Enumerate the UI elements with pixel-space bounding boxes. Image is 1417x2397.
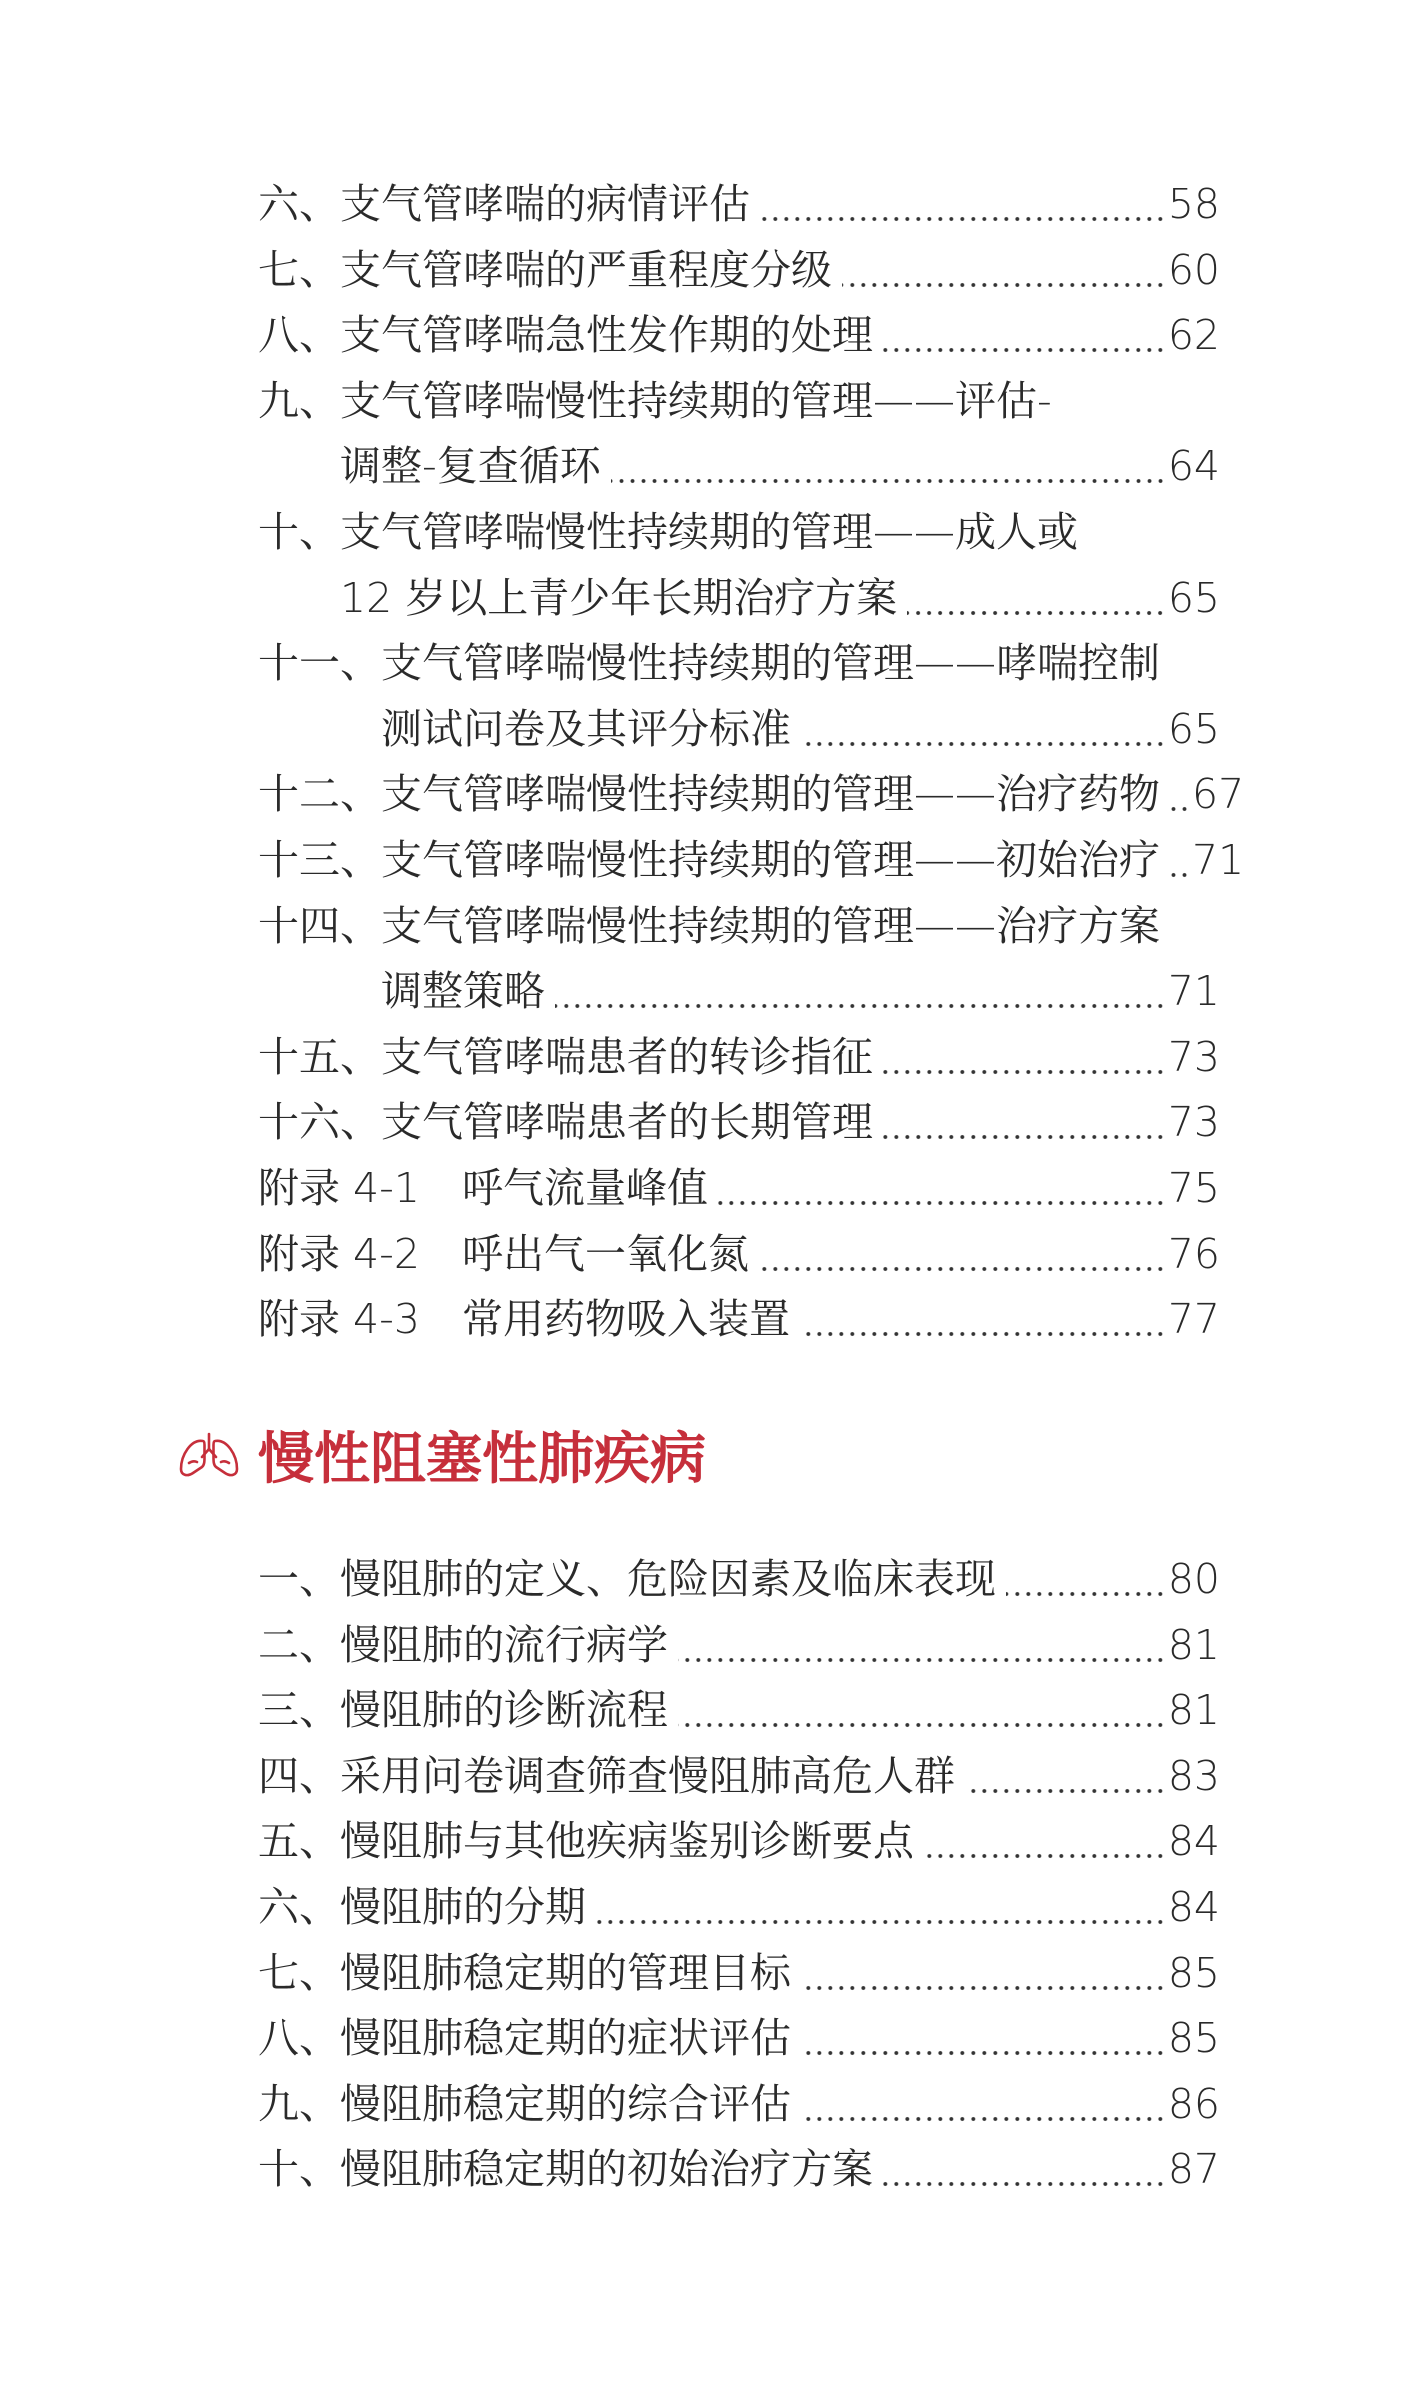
toc-entry-label: 七、支气管哮喘的严重程度分级: [258, 245, 832, 294]
toc-entry[interactable]: [258, 434, 1220, 500]
page-number: 65: [1167, 573, 1220, 622]
toc-entry-label: 五、慢阻肺与其他疾病鉴别诊断要点: [258, 1817, 914, 1866]
toc-entry-label: 九、慢阻肺稳定期的综合评估: [258, 2079, 791, 2128]
toc-entry-label: 调整-复查循环: [340, 442, 601, 491]
toc-entry-label: 十二、支气管哮喘慢性持续期的管理——治疗药物: [258, 770, 1160, 819]
dot-leader: [883, 2137, 1166, 2203]
toc-entry[interactable]: [258, 172, 1220, 238]
toc-entry[interactable]: [258, 2137, 1220, 2203]
toc-entry[interactable]: [258, 2006, 1220, 2072]
toc-entry-label: 二、慢阻肺的流行病学: [258, 1620, 668, 1669]
page-number: 85: [1167, 2014, 1220, 2063]
appendix-code: 附录 4-2: [258, 1229, 420, 1278]
dot-leader: [801, 697, 1166, 763]
toc-entry[interactable]: [258, 1613, 1220, 1679]
toc-entry-label: 一、慢阻肺的定义、危险因素及临床表现: [258, 1555, 996, 1603]
toc-entry-label: 八、支气管哮喘急性发作期的处理: [258, 311, 873, 360]
toc-entry-first-line: 十一、支气管哮喘慢性持续期的管理——哮喘控制: [258, 639, 1160, 688]
dot-leader: [801, 1941, 1166, 2007]
page-number: 84: [1167, 1817, 1220, 1866]
page-number: 71: [1192, 835, 1245, 884]
page-number: 84: [1167, 1882, 1220, 1931]
appendix-title: 呼气流量峰值: [462, 1163, 708, 1212]
page-number: 64: [1167, 442, 1220, 491]
appendix-title: 呼出气一氧化氮: [462, 1229, 749, 1278]
dot-leader: [1006, 1547, 1166, 1613]
page-number: 67: [1192, 770, 1245, 819]
toc-entry-label: 八、慢阻肺稳定期的症状评估: [258, 2014, 791, 2063]
page-number: 87: [1167, 2145, 1220, 2194]
dot-leader: [801, 2072, 1166, 2138]
page-number: 81: [1167, 1620, 1220, 1669]
copd-toc-list: [258, 1547, 1220, 2203]
toc-entry[interactable]: [258, 1090, 1220, 1156]
toc-entry[interactable]: [258, 1678, 1220, 1744]
appendix-code: 附录 4-1: [258, 1163, 420, 1212]
appendix-title: 常用药物吸入装置: [462, 1295, 790, 1344]
dot-leader: [800, 1287, 1166, 1353]
toc-entry-label: 十三、支气管哮喘慢性持续期的管理——初始治疗: [258, 835, 1160, 884]
dot-leader: [760, 172, 1166, 238]
asthma-toc-list: [258, 172, 1245, 1353]
copd-section-heading: [177, 1420, 706, 1490]
page-number: 65: [1167, 704, 1220, 753]
lungs-icon: [177, 1431, 241, 1479]
toc-entry-label: 测试问卷及其评分标准: [381, 704, 791, 753]
page-number: 58: [1167, 180, 1220, 228]
toc-entry[interactable]: [258, 1547, 1220, 1613]
toc-entry-label: 十六、支气管哮喘患者的长期管理: [258, 1098, 873, 1147]
page-number: 81: [1167, 1686, 1220, 1735]
toc-entry[interactable]: [258, 1875, 1220, 1941]
toc-entry-label: [258, 1287, 790, 1353]
toc-entry[interactable]: [258, 1156, 1220, 1222]
toc-entry[interactable]: [258, 238, 1220, 304]
dot-leader: [759, 1222, 1166, 1288]
page-number: 83: [1167, 1751, 1220, 1800]
dot-leader: [611, 434, 1166, 500]
toc-entry-label: [258, 1222, 749, 1288]
section-title: 慢性阻塞性肺疾病: [258, 1427, 706, 1492]
toc-entry-first-line: 十、支气管哮喘慢性持续期的管理——成人或: [258, 507, 1078, 556]
page-number: 75: [1167, 1163, 1220, 1212]
page-number: 71: [1167, 967, 1220, 1016]
toc-entry-label: 12 岁以上青少年长期治疗方案: [340, 573, 898, 622]
toc-entry-label: [258, 1156, 708, 1222]
toc-entry-first-line: 十四、支气管哮喘慢性持续期的管理——治疗方案: [258, 901, 1160, 950]
toc-entry[interactable]: [258, 2072, 1220, 2138]
dot-leader: [801, 2006, 1166, 2072]
dot-leader: [555, 959, 1166, 1025]
page-number: 86: [1167, 2079, 1220, 2128]
dot-leader: [678, 1613, 1166, 1679]
toc-entry[interactable]: [258, 828, 1245, 894]
toc-entry-label: 六、慢阻肺的分期: [258, 1882, 586, 1931]
page-number: 73: [1167, 1032, 1220, 1081]
page-number: 77: [1167, 1295, 1220, 1344]
dot-leader: [596, 1875, 1166, 1941]
dot-leader: [965, 1744, 1166, 1810]
toc-entry[interactable]: [258, 1025, 1220, 1091]
toc-entry[interactable]: [258, 303, 1220, 369]
toc-entry[interactable]: [258, 959, 1220, 1025]
toc-entry-label: 调整策略: [381, 967, 545, 1016]
dot-leader: [1170, 762, 1190, 828]
dot-leader: [883, 1025, 1166, 1091]
dot-leader: [883, 303, 1166, 369]
toc-entry-first-line: 九、支气管哮喘慢性持续期的管理——评估-: [258, 376, 1052, 425]
toc-entry[interactable]: [258, 1809, 1220, 1875]
toc-entry[interactable]: [258, 1287, 1220, 1353]
dot-leader: [907, 566, 1166, 632]
page-number: 73: [1167, 1098, 1220, 1147]
toc-entry-label: 十、慢阻肺稳定期的初始治疗方案: [258, 2145, 873, 2194]
toc-entry[interactable]: [258, 697, 1220, 763]
dot-leader: [924, 1809, 1166, 1875]
toc-entry-label: 十五、支气管哮喘患者的转诊指征: [258, 1032, 873, 1081]
toc-entry-label: 四、采用问卷调查筛查慢阻肺高危人群: [258, 1751, 955, 1800]
dot-leader: [718, 1156, 1166, 1222]
toc-entry-label: 三、慢阻肺的诊断流程: [258, 1686, 668, 1735]
dot-leader: [883, 1090, 1166, 1156]
toc-entry[interactable]: [258, 1744, 1220, 1810]
page-number: 76: [1167, 1229, 1220, 1278]
page-number: 62: [1167, 311, 1220, 360]
page-number: 60: [1167, 245, 1220, 294]
toc-entry[interactable]: [258, 566, 1220, 632]
toc-entry-label: 六、支气管哮喘的病情评估: [258, 180, 750, 228]
dot-leader: [1170, 828, 1190, 894]
page-number: 85: [1167, 1948, 1220, 1997]
toc-entry[interactable]: [258, 1222, 1220, 1288]
page-number: 80: [1167, 1555, 1220, 1603]
dot-leader: [842, 238, 1166, 304]
toc-entry[interactable]: [258, 1941, 1220, 2007]
appendix-code: 附录 4-3: [258, 1295, 420, 1344]
toc-entry-label: 七、慢阻肺稳定期的管理目标: [258, 1948, 791, 1997]
dot-leader: [678, 1678, 1166, 1744]
toc-entry[interactable]: [258, 762, 1245, 828]
